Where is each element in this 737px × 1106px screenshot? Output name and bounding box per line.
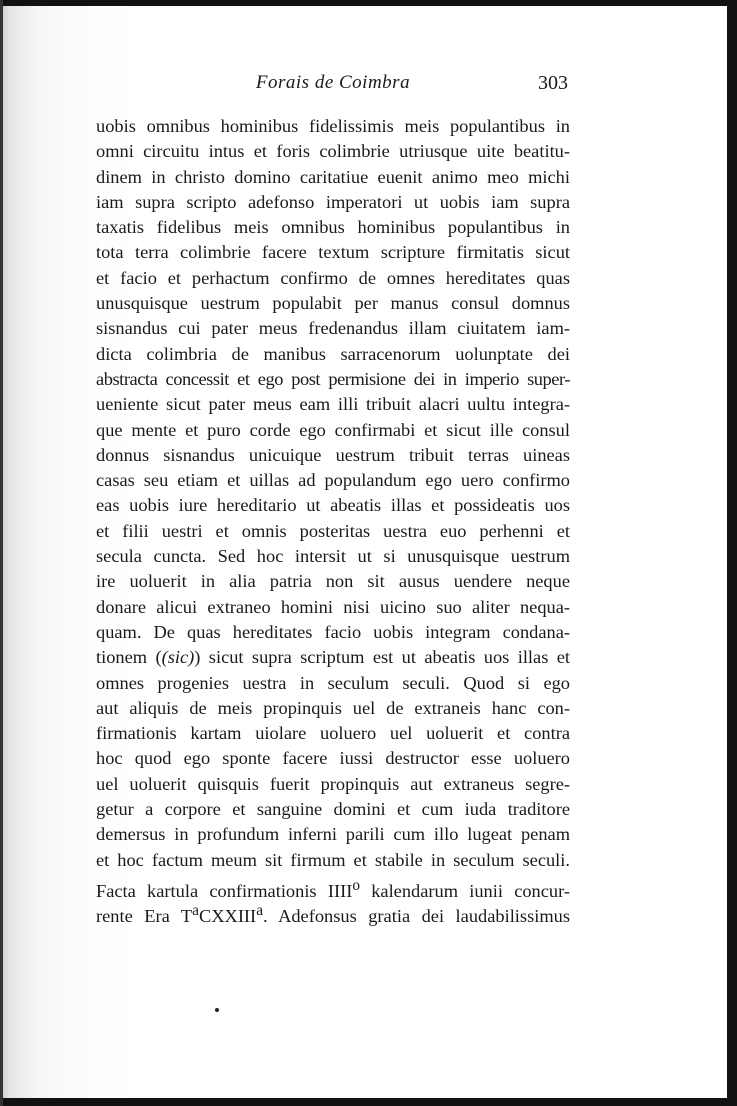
text-line: et filii uestri et omnis posteritas uestra euo perhenni et [96,520,570,541]
text-line: que mente et puro corde ego confirmabi et sicut ille consul [96,419,570,440]
text-line: ire uoluerit in alia patria non sit ausus uendere neque [96,571,570,592]
ink-speck [215,1008,219,1012]
text-line: eas uobis iure hereditario ut abeatis illas et possideatis uos [96,495,570,516]
text-line: omnes progenies uestra in seculum seculi. Quod si ego [96,672,570,693]
body-text [96,114,571,927]
text-run: rente Era T [96,906,193,927]
text-line: iam supra scripto adefonso imperatori ut uobis iam supra [96,191,570,212]
text-line: tota terra colimbrie facere textum scripture firmitatis sicut [96,242,570,263]
scan-border-top [0,0,737,6]
text-run: tionem [96,647,148,668]
text-line: et facio et perhactum confirmo de omnes hereditates quas [96,267,570,288]
running-title: Forais de Coimbra [255,72,411,93]
text-run: . Adefonsus gratia dei laudabilissimus [263,906,570,927]
running-head [96,68,570,98]
text-line: unusquisque uestrum populabit per manus consul domnus [96,293,570,314]
text-line: abstracta concessit et ego post permisione dei in imperio super- [96,368,570,389]
text-run: sicut supra scriptum est ut abeatis uos illas et [208,647,571,668]
text-line: dinem in christo domino caritatiue euenit animo meo michi [96,166,570,187]
text-run: Facta kartula confirmationis IIII [96,881,353,902]
text-line: sisnandus cui pater meus fredenandus illam ciuitatem iam- [96,318,570,339]
text-run: kalendarum iunii concur- [371,881,570,902]
scan-border-left [0,0,3,1106]
text-line: casas seu etiam et uillas ad populandum ego uero confirmo [96,470,570,491]
superscript: a [192,902,199,920]
text-line: uel uoluerit quisquis fuerit propinquis aut extraneus segre- [96,773,570,794]
superscript: a [256,902,263,920]
text-line: ueniente sicut pater meus eam illi tribuit alacri uultu integra- [96,394,570,415]
text-line: dicta colimbria de manibus sarracenorum uolunptate dei [96,343,570,364]
text-line: aut aliquis de meis propinquis uel de extraneis hanc con- [96,697,570,718]
text-run: CXXIII [198,906,257,927]
text-line: et hoc factum meum sit firmum et stabile in seculum seculi. [96,849,570,870]
text-line: secula cuncta. Sed hoc intersit ut si unusquisque uestrum [96,546,570,567]
text-line: omni circuitu intus et foris colimbrie utriusque uite beatitu- [96,141,570,162]
text-line: hoc quod ego sponte facere iussi destructor esse uoluero [96,748,570,769]
text-line: getur a corpore et sanguine domini et cum iuda traditore [96,799,570,820]
scan-border-right [727,0,737,1106]
text-line-with-superscript [96,873,570,902]
superscript: o [352,876,360,894]
text-line-with-superscript [96,898,570,927]
page-number: 303 [538,72,568,94]
text-line: firmationis kartam uiolare uoluero uel uoluerit et contra [96,723,570,744]
text-line: quam. De quas hereditates facio uobis integram condana- [96,621,570,642]
text-line-with-italic: tionem ((sic)) sicut supra scriptum est ut abeatis uos illas et [96,647,571,668]
text-line: donnus sisnandus unicuique uestrum tribuit terras uineas [96,444,570,465]
text-line: donare alicui extraneo homini nisi uicino suo aliter nequa- [96,596,570,617]
text-line: taxatis fidelibus meis omnibus hominibus populantibus in [96,217,570,238]
scan-border-bottom [0,1098,737,1106]
text-line: uobis omnibus hominibus fidelissimis meis populantibus in [96,116,570,136]
italic-sic: (sic) [161,647,195,668]
text-line: demersus in profundum inferni parili cum illo lugeat penam [96,824,570,845]
